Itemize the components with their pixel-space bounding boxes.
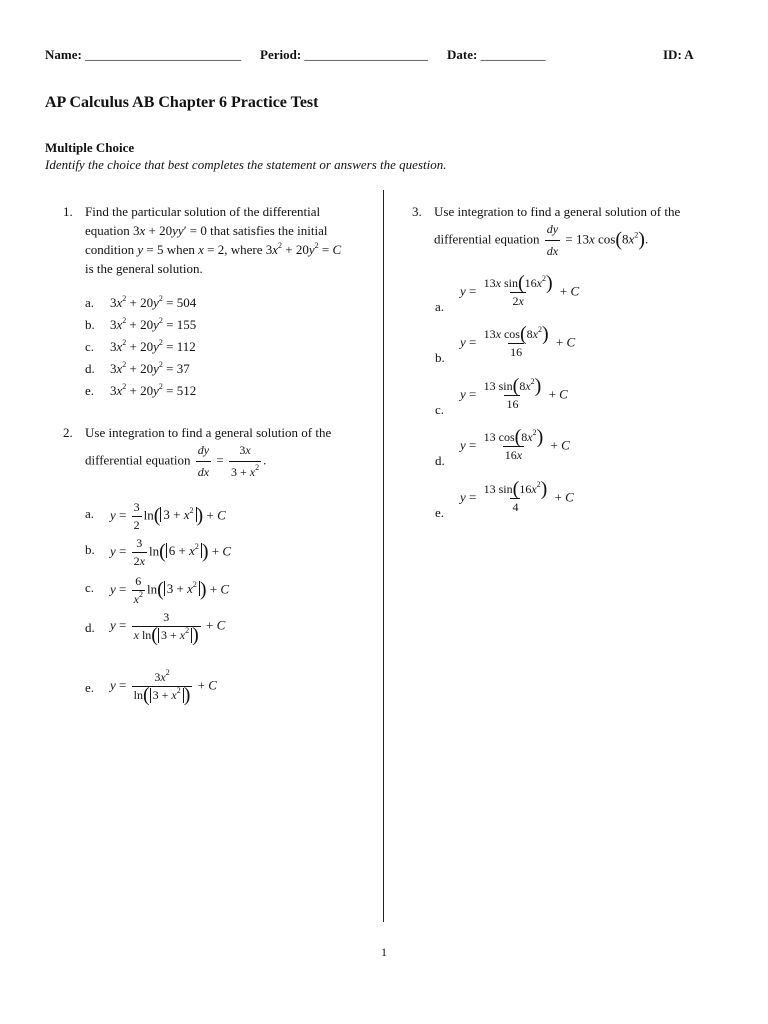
option-expression: y = $\frac{13 \cos(8x^2)}{16x}$ + C <box>460 426 570 462</box>
page-number: 1 <box>381 945 387 959</box>
name-label: Name: <box>45 47 82 62</box>
question-2 <box>63 423 373 483</box>
id-label: ID: A <box>663 47 694 62</box>
option-expression: y = $\frac{3}{x \ln( 3 + x^2 )}$ + C <box>110 610 226 646</box>
date-label: Date: <box>447 47 478 62</box>
question-line: condition y = 5 when x = 2, where $3x^2 + 20y^2 = C$ <box>85 241 342 257</box>
option-label: b. <box>85 542 95 557</box>
header-row <box>45 47 705 65</box>
question-3 <box>412 202 712 262</box>
option-expression: y = $\frac{13 \sin(8x^2)}{16}$ + C <box>460 375 568 411</box>
option-label: e. <box>85 383 95 398</box>
option-label: d. <box>435 453 445 468</box>
option-expression: $3x^2 + 20y^2 = 512$ <box>110 382 197 398</box>
option-label: b. <box>435 350 445 365</box>
question-line: Use integration to find a general solution of the <box>85 425 332 440</box>
option-label: d. <box>85 620 95 635</box>
section-title: Multiple Choice <box>45 140 135 155</box>
option-expression: y = $\frac{6}{x^2}$ ln( $3 + x^2$ ) + C <box>110 574 230 606</box>
question-line: differential equation $\frac{dy}{dx}$ = $\frac{3x}{3 + x^2}$ . <box>85 441 266 482</box>
question-number: 3. <box>412 204 422 219</box>
question-number: 1. <box>63 204 73 219</box>
option-expression: $3x^2 + 20y^2 = 37$ <box>110 360 190 376</box>
name-blank: ________________________ <box>85 47 242 62</box>
option-expression: $3x^2 + 20y^2 = 504$ <box>110 294 197 310</box>
question-1 <box>63 202 373 282</box>
period-field <box>260 47 428 63</box>
column-divider <box>383 190 384 922</box>
section-instructions: Identify the choice that best completes the statement or answers the question. <box>45 157 447 172</box>
option-label: e. <box>85 680 95 695</box>
question-number: 2. <box>63 425 73 440</box>
period-label: Period: <box>260 47 302 62</box>
date-field <box>447 47 546 63</box>
period-blank: ___________________ <box>304 47 428 62</box>
question-line: Use integration to find a general solution of the <box>434 204 681 219</box>
option-label: b. <box>85 317 95 332</box>
question-math: $\frac{dy}{dx}$ <box>545 220 560 261</box>
page-title: AP Calculus AB Chapter 6 Practice Test <box>45 94 319 111</box>
name-field <box>45 47 241 63</box>
question-line: equation 3x + 20yy′ = 0 that satisfies the initial <box>85 223 328 238</box>
option-label: e. <box>435 505 445 520</box>
option-expression: y = $\frac{3}{2x}$ ln( $6 + x^2$ ) + C <box>110 536 232 568</box>
question-line: differential equation $\frac{dy}{dx}$ = 13x $\cos(8x^2)$. <box>434 220 648 261</box>
option-expression: y = $\frac{3x^2}{\ln( 3 + x^2 )}$ + C <box>110 668 217 706</box>
option-label: d. <box>85 361 95 376</box>
option-expression: y = $\frac{13x \cos(8x^2)}{16}$ + C <box>460 323 576 359</box>
question-math: $\frac{dy}{dx}$ <box>196 441 211 482</box>
question-line: Find the particular solution of the differential <box>85 204 321 219</box>
date-blank: __________ <box>480 47 546 62</box>
option-expression: y = $\frac{3}{2}$ ln( $3 + x^2$ ) + C <box>110 500 226 532</box>
option-expression: y = $\frac{13x \sin(16x^2)}{2x}$ + C <box>460 272 580 308</box>
question-line: is the general solution. <box>85 261 203 276</box>
option-label: c. <box>85 339 95 354</box>
option-label: a. <box>85 506 95 521</box>
option-label: a. <box>435 299 445 314</box>
option-expression: y = $\frac{13 \sin(16x^2)}{4}$ + C <box>460 478 574 514</box>
option-label: c. <box>85 580 95 595</box>
option-expression: $3x^2 + 20y^2 = 112$ <box>110 338 196 354</box>
option-expression: $3x^2 + 20y^2 = 155$ <box>110 316 197 332</box>
option-label: c. <box>435 402 445 417</box>
question-math: 3x + 20yy′ = 0 <box>133 223 207 238</box>
question-math: $\frac{3x}{3 + x^2}$ <box>229 441 261 482</box>
option-label: a. <box>85 295 95 310</box>
